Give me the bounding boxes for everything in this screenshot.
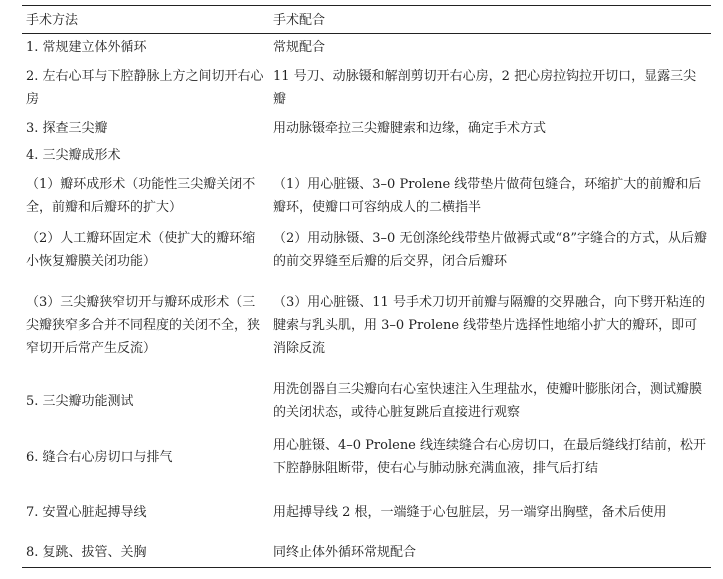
method-cell: 5. 三尖瓣功能测试 [26, 393, 134, 409]
table-row [22, 373, 711, 429]
table-row [22, 539, 711, 567]
procedure-table [22, 5, 711, 568]
header-cooperation: 手术配合 [269, 6, 711, 34]
table-row [22, 142, 711, 169]
table-row [22, 115, 711, 142]
cooperation-cell: （2）用动脉镊、3–0 无创涤纶线带垫片做褥式或“8”字缝合的方式，从后瓣的前交界缝至后瓣的后交界，闭合后瓣环 [273, 231, 708, 269]
method-cell: 7. 安置心脏起搏导线 [26, 504, 147, 520]
table-header [22, 6, 711, 34]
header-method: 手术方法 [22, 6, 269, 34]
cooperation-cell: 用起搏导线 2 根，一端缝于心包脏层，另一端穿出胸壁，备术后使用 [273, 504, 667, 520]
table-row [22, 223, 711, 277]
table-row [22, 169, 711, 223]
method-cell: 8. 复跳、拔管、关胸 [22, 539, 269, 567]
method-cell: 4. 三尖瓣成形术 [26, 148, 121, 163]
cooperation-cell: （1）用心脏镊、3–0 Prolene 线带垫片做荷包缝合，环缩扩大的前瓣和后瓣环，使瓣口可容纳成人的二横指半 [273, 177, 702, 215]
method-cell: （1）瓣环成形术（功能性三尖瓣关闭不全，前瓣和后瓣环的扩大） [26, 177, 256, 215]
table-row [22, 34, 711, 62]
table-row [22, 277, 711, 373]
method-cell: 2. 左右心耳与下腔静脉上方之间切开右心房 [26, 69, 264, 107]
method-cell: 1. 常规建立体外循环 [26, 40, 147, 55]
cooperation-cell: 用心脏镊、4–0 Prolene 线连续缝合右心房切口，在最后缝线打结前，松开下腔静脉阻断带，使右心与肺动脉充满血液，排气后打结 [273, 438, 707, 476]
method-cell: （3）三尖瓣狭窄切开与瓣环成形术（三尖瓣狭窄多合并不同程度的关闭不全，狭窄切开后常产生反流） [26, 294, 261, 356]
cooperation-cell: （3）用心脏镊、11 号手术刀切开前瓣与隔瓣的交界融合，向下劈开粘连的腱索与乳头肌，用 3–0 Prolene 线带垫片选择性地缩小扩大的瓣环，即可消除反流 [273, 294, 705, 356]
method-cell: 6. 缝合右心房切口与排气 [26, 449, 173, 465]
cooperation-cell: 11 号刀、动脉镊和解剖剪切开右心房，2 把心房拉钩拉开切口，显露三尖瓣 [273, 69, 697, 107]
table-row [22, 61, 711, 115]
table-row [22, 485, 711, 539]
table-body [22, 34, 711, 568]
method-cell: （2）人工瓣环固定术（使扩大的瓣环缩小恢复瓣膜关闭功能） [26, 231, 256, 269]
method-cell: 3. 探查三尖瓣 [26, 121, 108, 136]
header-row [22, 6, 711, 34]
cooperation-cell: 用动脉镊牵拉三尖瓣腱索和边缘，确定手术方式 [273, 121, 547, 136]
cooperation-cell: 用洗创器自三尖瓣向右心室快速注入生理盐水，使瓣叶膨胀闭合，测试瓣膜的关闭状态，或待心脏复跳后直接进行观察 [273, 382, 703, 420]
cooperation-cell [269, 142, 711, 169]
table-row [22, 429, 711, 485]
cooperation-cell: 同终止体外循环常规配合 [269, 539, 711, 567]
cooperation-cell: 常规配合 [273, 40, 326, 55]
